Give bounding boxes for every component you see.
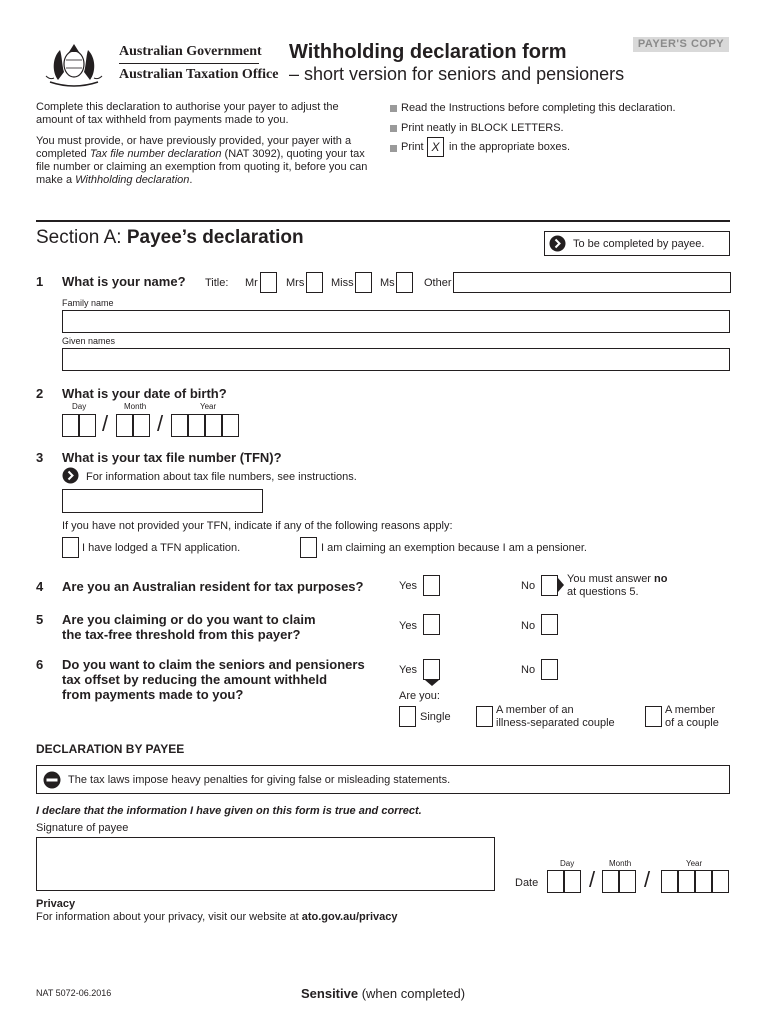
declaration-statement: I declare that the information I have given on this form is true and correct.	[36, 805, 422, 817]
tfn-lodged-checkbox[interactable]	[62, 537, 79, 558]
dob-day-digit[interactable]	[62, 414, 79, 437]
gov-divider	[119, 63, 259, 64]
q5-no-checkbox[interactable]	[541, 614, 558, 635]
tfn-info-text: For information about tax file numbers, see instructions.	[86, 471, 357, 483]
payers-copy-badge: PAYER'S COPY	[633, 37, 729, 52]
q6-couple-label-l2: of a couple	[665, 717, 719, 729]
decl-month-digit[interactable]	[619, 870, 636, 893]
dob-month-digit[interactable]	[116, 414, 133, 437]
form-subtitle: – short version for seniors and pensioners	[289, 64, 625, 84]
q1-title-label: Title:	[205, 277, 229, 289]
payee-note-box	[544, 231, 730, 256]
instruction-3-print: Print	[401, 141, 424, 153]
intro-para2-text-c: (NAT 3092), quoting your tax file number or claiming an exemption from quoting it, before you can make a	[36, 148, 368, 186]
sensitive-when: (when completed)	[358, 986, 466, 1001]
q5-yes-label: Yes	[399, 620, 417, 632]
tfn-input[interactable]	[62, 489, 263, 513]
dob-year-digit[interactable]	[222, 414, 239, 437]
dob-month-digit[interactable]	[133, 414, 150, 437]
q2-number: 2	[36, 386, 44, 401]
title-mrs-label: Mrs	[286, 277, 305, 289]
warning-box	[36, 765, 730, 794]
q5-yes-checkbox[interactable]	[423, 614, 440, 635]
declaration-heading: DECLARATION BY PAYEE	[36, 742, 185, 756]
dob-year-label: Year	[200, 402, 217, 411]
intro-para2	[36, 135, 368, 187]
q6-couple-label	[665, 704, 719, 730]
title-ms-checkbox[interactable]	[396, 272, 413, 293]
gov-name-line1: Australian Government	[119, 44, 262, 59]
sensitive-label	[301, 986, 465, 1001]
section-a-prefix: Section A:	[36, 227, 127, 248]
decl-year-digit[interactable]	[661, 870, 678, 893]
q4-number: 4	[36, 579, 44, 594]
q6-couple-checkbox[interactable]	[645, 706, 662, 727]
arrow-down-icon	[425, 680, 439, 686]
q6-single-checkbox[interactable]	[399, 706, 416, 727]
dob-year-digit[interactable]	[188, 414, 205, 437]
q6-yes-label: Yes	[399, 664, 417, 676]
q4-yes-label: Yes	[399, 580, 417, 592]
q4-must-answer-c: at questions 5.	[567, 586, 639, 598]
q4-must-answer-a: You must answer	[567, 573, 655, 585]
instruction-3-rest: in the appropriate boxes.	[449, 141, 571, 153]
dob-day-digit[interactable]	[79, 414, 96, 437]
family-name-label: Family name	[62, 298, 114, 308]
intro-para1: Complete this declaration to authorise your payer to adjust the amount of tax withheld from payments made to you.	[36, 101, 339, 126]
q3-number: 3	[36, 450, 44, 465]
intro-para2-text-e: .	[189, 174, 193, 186]
dob-year-digit[interactable]	[171, 414, 188, 437]
q4-must-answer	[567, 573, 687, 599]
section-a-rule	[36, 220, 730, 222]
decl-slash: /	[589, 867, 596, 892]
intro-para2-ref-withholding: Withholding declaration	[75, 174, 190, 186]
title-other-input[interactable]	[453, 272, 731, 293]
decl-year-label: Year	[686, 859, 703, 868]
q4-question: Are you an Australian resident for tax purposes?	[62, 579, 364, 594]
decl-day-label: Day	[560, 859, 575, 868]
tfn-reasons-text: If you have not provided your TFN, indicate if any of the following reasons apply:	[62, 520, 453, 532]
section-a-title: Payee’s declaration	[126, 227, 304, 248]
family-name-input[interactable]	[62, 310, 730, 333]
privacy-text	[36, 911, 398, 923]
gov-name-line2: Australian Taxation Office	[119, 67, 279, 82]
arrow-right-icon	[558, 578, 564, 592]
decl-year-digit[interactable]	[712, 870, 729, 893]
intro-para2-text-a: You must provide, or have previously provided, your payer with a completed	[36, 135, 352, 160]
signature-label: Signature of payee	[36, 822, 129, 834]
q1-number: 1	[36, 274, 44, 289]
title-ms-label: Ms	[380, 277, 395, 289]
q6-illness-label	[496, 704, 615, 730]
q5-question-line1: Are you claiming or do you want to claim	[62, 612, 316, 627]
q6-yes-checkbox[interactable]	[423, 659, 440, 680]
privacy-link[interactable]: ato.gov.au/privacy	[301, 911, 398, 923]
q6-number: 6	[36, 657, 44, 672]
ato-crest-logo	[36, 36, 112, 92]
q3-question: What is your tax file number (TFN)?	[62, 450, 282, 465]
decl-day-digit[interactable]	[547, 870, 564, 893]
q5-no-label: No	[521, 620, 536, 632]
privacy-text-body: For information about your privacy, visit our website at	[36, 911, 302, 923]
tfn-pensioner-checkbox[interactable]	[300, 537, 317, 558]
dob-year-digit[interactable]	[205, 414, 222, 437]
warning-text: The tax laws impose heavy penalties for giving false or misleading statements.	[68, 774, 451, 786]
q6-no-checkbox[interactable]	[541, 659, 558, 680]
tfn-lodged-label: I have lodged a TFN application.	[82, 542, 241, 554]
title-mr-checkbox[interactable]	[260, 272, 277, 293]
q6-illness-checkbox[interactable]	[476, 706, 493, 727]
form-code: NAT 5072-06.2016	[36, 988, 112, 998]
q4-yes-checkbox[interactable]	[423, 575, 440, 596]
sensitive-word: Sensitive	[301, 986, 359, 1001]
q4-no-checkbox[interactable]	[541, 575, 558, 596]
privacy-heading: Privacy	[36, 898, 76, 910]
q6-question-line1: Do you want to claim the seniors and pensioners	[62, 657, 365, 672]
intro-para2-ref-tfn: Tax file number declaration	[89, 148, 222, 160]
dob-slash: /	[157, 411, 164, 436]
q6-no-label: No	[521, 664, 536, 676]
title-mr-label: Mr	[245, 277, 258, 289]
instruction-2: Print neatly in BLOCK LETTERS.	[401, 122, 564, 134]
section-a-heading	[36, 227, 304, 249]
chevron-right-circle-icon	[549, 235, 566, 252]
chevron-right-circle-icon	[62, 467, 79, 484]
dob-month-label: Month	[124, 402, 147, 411]
q5-number: 5	[36, 612, 44, 627]
decl-month-digit[interactable]	[602, 870, 619, 893]
decl-day-digit[interactable]	[564, 870, 581, 893]
instruction-1: Read the Instructions before completing this declaration.	[401, 102, 676, 114]
tfn-pensioner-label: I am claiming an exemption because I am a pensioner.	[321, 542, 587, 554]
decl-year-digit[interactable]	[678, 870, 695, 893]
dob-day-label: Day	[72, 402, 87, 411]
q4-must-answer-no: no	[654, 573, 668, 585]
example-x-box: X	[427, 137, 444, 157]
q6-couple-label-l1: A member	[665, 704, 716, 716]
title-other-label: Other	[424, 277, 452, 289]
dob-slash: /	[102, 411, 109, 436]
coat-of-arms-icon	[36, 36, 112, 92]
bullet-icon	[390, 105, 397, 112]
decl-date-label: Date	[515, 877, 539, 889]
title-mrs-checkbox[interactable]	[306, 272, 323, 293]
payee-note-text: To be completed by payee.	[573, 238, 705, 250]
q6-illness-label-l1: A member of an	[496, 704, 574, 716]
q2-question: What is your date of birth?	[62, 386, 227, 401]
title-miss-label: Miss	[331, 277, 354, 289]
q1-question: What is your name?	[62, 274, 186, 289]
q6-question-line2: tax offset by reducing the amount withheld	[62, 672, 328, 687]
signature-field[interactable]	[36, 837, 495, 891]
decl-month-label: Month	[609, 859, 632, 868]
q6-are-you-label: Are you:	[399, 690, 440, 702]
bullet-icon	[390, 125, 397, 132]
decl-year-digit[interactable]	[695, 870, 712, 893]
form-title: Withholding declaration form	[289, 41, 567, 63]
q6-illness-label-l2: illness-separated couple	[496, 717, 615, 729]
q5-question-line2: the tax-free threshold from this payer?	[62, 627, 301, 642]
bullet-icon	[390, 145, 397, 152]
q6-question-line3: from payments made to you?	[62, 687, 244, 702]
given-names-label: Given names	[62, 336, 116, 346]
no-entry-icon	[43, 771, 61, 789]
q6-single-label: Single	[420, 711, 451, 723]
decl-slash: /	[644, 867, 651, 892]
given-names-input[interactable]	[62, 348, 730, 371]
title-miss-checkbox[interactable]	[355, 272, 372, 293]
q4-no-label: No	[521, 580, 536, 592]
